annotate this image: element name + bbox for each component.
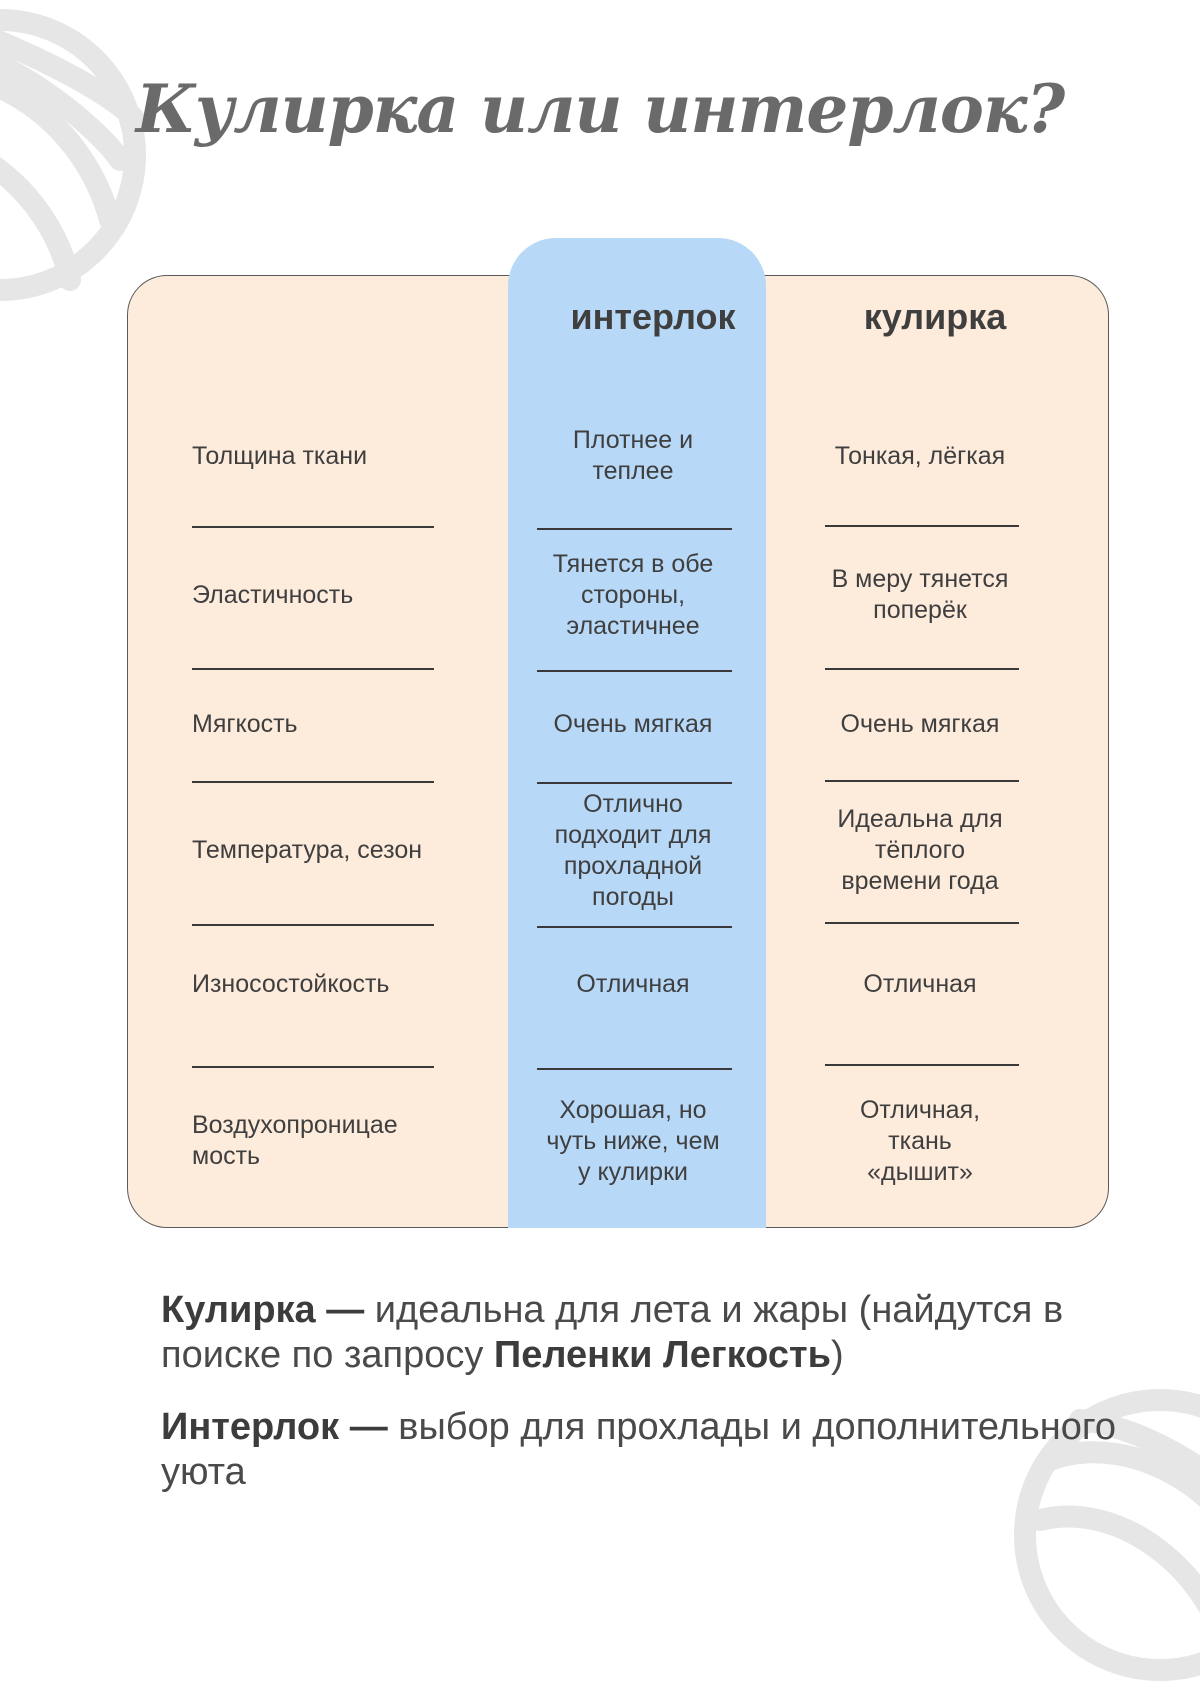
row-label	[192, 1066, 492, 1216]
page-title: Кулирка или интерлок?	[135, 70, 1065, 148]
row-divider	[537, 528, 732, 530]
cell-kulirka-text: Идеальна для тёплого времени года	[837, 805, 1003, 895]
row-divider	[537, 670, 732, 672]
row-label-text: Температура, сезон	[192, 836, 423, 864]
cell-kulirka	[810, 672, 1030, 777]
note-interlok	[161, 1405, 1161, 1495]
cell-kulirka-text: Очень мягкая	[840, 710, 1000, 738]
cell-kulirka-text: Отличная	[863, 970, 977, 998]
note-interlok-term: Интерлок —	[161, 1406, 388, 1448]
cell-kulirka	[810, 925, 1030, 1044]
cell-kulirka-text: В меру тянется поперёк	[831, 565, 1009, 624]
row-label-text: Воздухопроницае мость	[192, 1111, 398, 1170]
cell-interlok-text: Тянется в обе стороны, эластичнее	[552, 549, 714, 640]
row-label-text: Эластичность	[192, 580, 354, 609]
row-label	[192, 672, 492, 777]
row-label-text: Толщина ткани	[192, 441, 368, 470]
cell-interlok	[518, 395, 748, 517]
cell-kulirka-text: Отличная, ткань «дышит»	[859, 1095, 981, 1186]
note-kulirka-term: Кулирка —	[161, 1289, 365, 1331]
cell-interlok-text: Очень мягкая	[553, 710, 713, 738]
note-kulirka-tail: )	[831, 1334, 844, 1376]
cell-kulirka	[810, 395, 1030, 517]
row-divider	[192, 1066, 434, 1068]
cell-interlok-text: Хорошая, но чуть ниже, чем у кулирки	[546, 1095, 720, 1186]
column-header-kulirka: кулирка	[863, 296, 1007, 337]
note-kulirka-search-query: Пеленки Легкость	[493, 1334, 831, 1376]
cell-interlok-text: Отлично подходит для прохладной погоды	[554, 789, 712, 911]
cell-interlok	[518, 1066, 748, 1216]
row-divider	[825, 780, 1019, 782]
row-divider	[192, 924, 434, 926]
row-divider	[537, 1068, 732, 1070]
row-label	[192, 925, 492, 1044]
row-divider	[192, 526, 434, 528]
cell-kulirka	[810, 782, 1030, 919]
row-label	[192, 395, 492, 517]
cell-interlok-text: Плотнее и теплее	[572, 426, 694, 485]
note-kulirka	[161, 1288, 1161, 1378]
row-label	[192, 528, 492, 662]
row-divider	[825, 668, 1019, 670]
note-kulirka-text: идеальна для лета и жары (найдутся в поиске по запросу	[161, 1289, 1064, 1376]
row-divider	[537, 926, 732, 928]
cell-interlok	[518, 528, 748, 662]
cell-kulirka-text: Тонкая, лёгкая	[834, 441, 1006, 470]
cell-interlok	[518, 672, 748, 777]
cell-interlok-text: Отличная	[576, 970, 690, 998]
yarn-ball-icon	[0, 0, 150, 320]
column-header-interlok: интерлок	[570, 296, 736, 337]
row-divider	[192, 668, 434, 670]
row-divider	[825, 922, 1019, 924]
row-divider	[537, 782, 732, 784]
cell-kulirka	[810, 528, 1030, 662]
note-interlok-text: выбор для прохлады и дополнительного уюта	[161, 1406, 1117, 1493]
row-label	[192, 782, 492, 919]
cell-kulirka	[810, 1066, 1030, 1216]
row-label-text: Мягкость	[192, 710, 298, 738]
row-label-text: Износостойкость	[192, 970, 390, 998]
cell-interlok	[518, 782, 748, 919]
cell-interlok	[518, 925, 748, 1044]
row-divider	[825, 525, 1019, 527]
row-divider	[825, 1064, 1019, 1066]
row-divider	[192, 781, 434, 783]
